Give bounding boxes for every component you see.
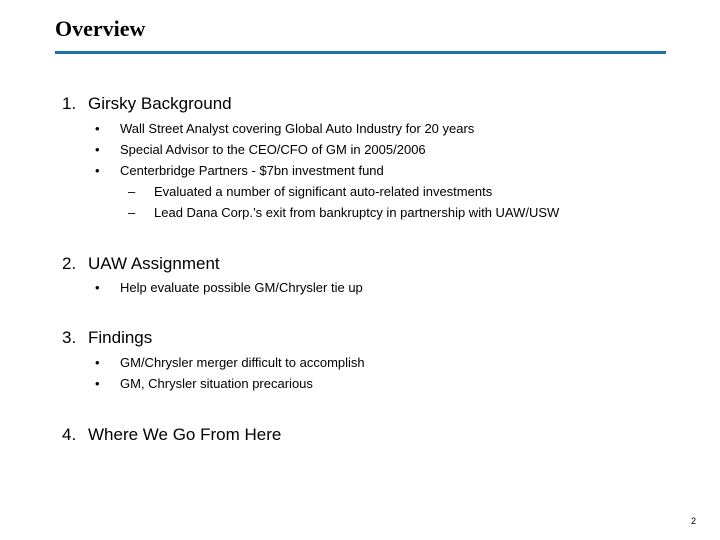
section-title: Findings [88,328,153,347]
section-number: 4. [62,425,77,444]
bullet-text: Special Advisor to the CEO/CFO of GM in 2005/2006 [120,142,426,157]
title-underline [55,51,666,54]
section-heading-2 [62,254,220,274]
dash-mark: – [128,184,136,199]
section-heading-3 [62,328,152,348]
section-title: Where We Go From Here [88,425,282,444]
bullet-mark: • [95,163,100,178]
bullet-mark: • [95,280,100,295]
bullet-text: Wall Street Analyst covering Global Auto Industry for 20 years [120,121,475,136]
section-heading-4 [62,425,281,445]
bullet-text: GM, Chrysler situation precarious [120,376,313,391]
section-number: 3. [62,328,77,347]
section-number: 2. [62,254,77,273]
page-number: 2 [690,516,696,526]
bullet-mark: • [95,355,100,370]
bullet-text: GM/Chrysler merger difficult to accomplish [120,355,365,370]
dash-mark: – [128,205,136,220]
section-title: Girsky Background [88,94,232,113]
bullet-text: Help evaluate possible GM/Chrysler tie up [120,280,363,295]
bullet-text: Centerbridge Partners - $7bn investment fund [120,163,384,178]
bullet-mark: • [95,121,100,136]
section-number: 1. [62,94,77,113]
sub-bullet-text: Evaluated a number of significant auto-related investments [154,184,493,199]
section-heading-1 [62,94,232,114]
bullet-mark: • [95,376,100,391]
bullet-mark: • [95,142,100,157]
section-title: UAW Assignment [88,254,220,273]
sub-bullet-text: Lead Dana Corp.’s exit from bankruptcy in partnership with UAW/USW [154,205,560,220]
slide-title: Overview [55,16,146,41]
